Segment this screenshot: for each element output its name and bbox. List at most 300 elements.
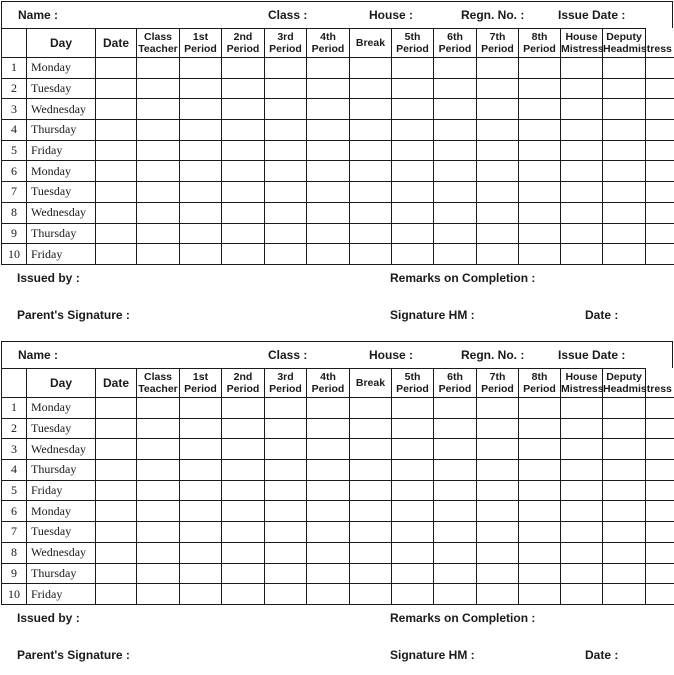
entry-cell[interactable] <box>477 522 519 543</box>
entry-cell[interactable] <box>307 161 350 182</box>
entry-cell[interactable] <box>561 522 603 543</box>
entry-cell[interactable] <box>137 501 180 522</box>
entry-cell[interactable] <box>519 182 561 203</box>
entry-cell[interactable] <box>519 223 561 244</box>
entry-cell[interactable] <box>646 202 674 223</box>
entry-cell[interactable] <box>180 522 222 543</box>
entry-cell[interactable] <box>350 398 392 419</box>
entry-cell[interactable] <box>180 584 222 605</box>
entry-cell[interactable] <box>265 140 307 161</box>
entry-cell[interactable] <box>603 522 646 543</box>
entry-cell[interactable] <box>137 563 180 584</box>
entry-cell[interactable] <box>307 99 350 120</box>
entry-cell[interactable] <box>222 120 265 141</box>
entry-cell[interactable] <box>180 140 222 161</box>
entry-cell[interactable] <box>434 563 477 584</box>
entry-cell[interactable] <box>646 78 674 99</box>
entry-cell[interactable] <box>646 244 674 265</box>
entry-cell[interactable] <box>519 584 561 605</box>
entry-cell[interactable] <box>477 140 519 161</box>
entry-cell[interactable] <box>434 161 477 182</box>
entry-cell[interactable] <box>96 418 137 439</box>
entry-cell[interactable] <box>96 501 137 522</box>
entry-cell[interactable] <box>561 460 603 481</box>
entry-cell[interactable] <box>603 202 646 223</box>
entry-cell[interactable] <box>392 563 434 584</box>
entry-cell[interactable] <box>434 244 477 265</box>
entry-cell[interactable] <box>434 58 477 79</box>
entry-cell[interactable] <box>519 439 561 460</box>
entry-cell[interactable] <box>434 202 477 223</box>
entry-cell[interactable] <box>137 202 180 223</box>
entry-cell[interactable] <box>477 202 519 223</box>
entry-cell[interactable] <box>434 418 477 439</box>
entry-cell[interactable] <box>222 140 265 161</box>
entry-cell[interactable] <box>265 542 307 563</box>
entry-cell[interactable] <box>519 542 561 563</box>
entry-cell[interactable] <box>307 542 350 563</box>
entry-cell[interactable] <box>646 398 674 419</box>
entry-cell[interactable] <box>96 223 137 244</box>
entry-cell[interactable] <box>603 161 646 182</box>
entry-cell[interactable] <box>222 202 265 223</box>
entry-cell[interactable] <box>265 460 307 481</box>
entry-cell[interactable] <box>137 439 180 460</box>
entry-cell[interactable] <box>222 522 265 543</box>
entry-cell[interactable] <box>646 480 674 501</box>
entry-cell[interactable] <box>561 480 603 501</box>
entry-cell[interactable] <box>646 140 674 161</box>
entry-cell[interactable] <box>350 418 392 439</box>
entry-cell[interactable] <box>96 563 137 584</box>
entry-cell[interactable] <box>137 480 180 501</box>
entry-cell[interactable] <box>265 480 307 501</box>
entry-cell[interactable] <box>392 522 434 543</box>
entry-cell[interactable] <box>265 99 307 120</box>
entry-cell[interactable] <box>180 78 222 99</box>
entry-cell[interactable] <box>96 584 137 605</box>
entry-cell[interactable] <box>434 78 477 99</box>
entry-cell[interactable] <box>350 460 392 481</box>
entry-cell[interactable] <box>96 99 137 120</box>
entry-cell[interactable] <box>265 78 307 99</box>
entry-cell[interactable] <box>180 563 222 584</box>
entry-cell[interactable] <box>96 140 137 161</box>
entry-cell[interactable] <box>603 480 646 501</box>
entry-cell[interactable] <box>180 161 222 182</box>
entry-cell[interactable] <box>96 398 137 419</box>
row-number: 6 <box>2 161 27 182</box>
entry-cell[interactable] <box>477 58 519 79</box>
entry-cell[interactable] <box>180 182 222 203</box>
entry-cell[interactable] <box>519 202 561 223</box>
entry-cell[interactable] <box>561 584 603 605</box>
entry-cell[interactable] <box>392 542 434 563</box>
row-day: Wednesday <box>27 542 96 563</box>
entry-cell[interactable] <box>96 58 137 79</box>
entry-cell[interactable] <box>180 418 222 439</box>
entry-cell[interactable] <box>392 460 434 481</box>
entry-cell[interactable] <box>350 223 392 244</box>
entry-cell[interactable] <box>350 244 392 265</box>
table-body <box>2 398 674 605</box>
entry-cell[interactable] <box>222 501 265 522</box>
entry-cell[interactable] <box>96 202 137 223</box>
entry-cell[interactable] <box>603 182 646 203</box>
entry-cell[interactable] <box>477 161 519 182</box>
entry-cell[interactable] <box>561 182 603 203</box>
entry-cell[interactable] <box>307 202 350 223</box>
entry-cell[interactable] <box>434 140 477 161</box>
entry-cell[interactable] <box>222 542 265 563</box>
entry-cell[interactable] <box>265 563 307 584</box>
entry-cell[interactable] <box>392 418 434 439</box>
entry-cell[interactable] <box>646 563 674 584</box>
entry-cell[interactable] <box>603 244 646 265</box>
entry-cell[interactable] <box>350 78 392 99</box>
entry-cell[interactable] <box>350 202 392 223</box>
entry-cell[interactable] <box>350 58 392 79</box>
entry-cell[interactable] <box>222 78 265 99</box>
entry-cell[interactable] <box>561 58 603 79</box>
entry-cell[interactable] <box>561 439 603 460</box>
entry-cell[interactable] <box>137 584 180 605</box>
entry-cell[interactable] <box>603 140 646 161</box>
entry-cell[interactable] <box>392 120 434 141</box>
entry-cell[interactable] <box>265 584 307 605</box>
entry-cell[interactable] <box>434 99 477 120</box>
entry-cell[interactable] <box>603 78 646 99</box>
entry-cell[interactable] <box>137 120 180 141</box>
entry-cell[interactable] <box>477 460 519 481</box>
entry-cell[interactable] <box>350 480 392 501</box>
entry-cell[interactable] <box>603 563 646 584</box>
entry-cell[interactable] <box>392 398 434 419</box>
entry-cell[interactable] <box>561 398 603 419</box>
entry-cell[interactable] <box>477 439 519 460</box>
entry-cell[interactable] <box>265 202 307 223</box>
entry-cell[interactable] <box>222 563 265 584</box>
entry-cell[interactable] <box>350 99 392 120</box>
entry-cell[interactable] <box>603 460 646 481</box>
entry-cell[interactable] <box>137 78 180 99</box>
entry-cell[interactable] <box>519 501 561 522</box>
entry-cell[interactable] <box>307 418 350 439</box>
entry-cell[interactable] <box>307 522 350 543</box>
entry-cell[interactable] <box>137 244 180 265</box>
entry-cell[interactable] <box>137 161 180 182</box>
entry-cell[interactable] <box>180 480 222 501</box>
entry-cell[interactable] <box>137 460 180 481</box>
entry-cell[interactable] <box>519 480 561 501</box>
entry-cell[interactable] <box>265 501 307 522</box>
table-row <box>2 58 674 79</box>
entry-cell[interactable] <box>477 480 519 501</box>
entry-cell[interactable] <box>307 120 350 141</box>
entry-cell[interactable] <box>477 78 519 99</box>
entry-cell[interactable] <box>307 563 350 584</box>
entry-cell[interactable] <box>307 58 350 79</box>
entry-cell[interactable] <box>265 398 307 419</box>
entry-cell[interactable] <box>350 522 392 543</box>
entry-cell[interactable] <box>307 460 350 481</box>
entry-cell[interactable] <box>350 140 392 161</box>
entry-cell[interactable] <box>519 161 561 182</box>
entry-cell[interactable] <box>561 563 603 584</box>
entry-cell[interactable] <box>350 584 392 605</box>
entry-cell[interactable] <box>646 542 674 563</box>
entry-cell[interactable] <box>307 584 350 605</box>
table-row <box>2 78 674 99</box>
entry-cell[interactable] <box>477 584 519 605</box>
entry-cell[interactable] <box>265 182 307 203</box>
entry-cell[interactable] <box>137 140 180 161</box>
entry-cell[interactable] <box>265 439 307 460</box>
entry-cell[interactable] <box>392 140 434 161</box>
entry-cell[interactable] <box>307 182 350 203</box>
entry-cell[interactable] <box>265 522 307 543</box>
col-6th-period-header: 6th Period <box>434 369 477 398</box>
class-label: Class : <box>268 8 307 22</box>
entry-cell[interactable] <box>307 223 350 244</box>
entry-cell[interactable] <box>96 542 137 563</box>
entry-cell[interactable] <box>180 398 222 419</box>
entry-cell[interactable] <box>646 418 674 439</box>
entry-cell[interactable] <box>519 398 561 419</box>
entry-cell[interactable] <box>646 58 674 79</box>
row-number: 9 <box>2 223 27 244</box>
entry-cell[interactable] <box>96 460 137 481</box>
entry-cell[interactable] <box>350 120 392 141</box>
entry-cell[interactable] <box>307 439 350 460</box>
entry-cell[interactable] <box>434 460 477 481</box>
entry-cell[interactable] <box>180 439 222 460</box>
entry-cell[interactable] <box>646 161 674 182</box>
entry-cell[interactable] <box>180 99 222 120</box>
entry-cell[interactable] <box>646 99 674 120</box>
entry-cell[interactable] <box>307 501 350 522</box>
entry-cell[interactable] <box>222 418 265 439</box>
entry-cell[interactable] <box>434 223 477 244</box>
entry-cell[interactable] <box>392 501 434 522</box>
entry-cell[interactable] <box>392 202 434 223</box>
entry-cell[interactable] <box>96 120 137 141</box>
entry-cell[interactable] <box>477 223 519 244</box>
entry-cell[interactable] <box>434 522 477 543</box>
entry-cell[interactable] <box>392 480 434 501</box>
entry-cell[interactable] <box>477 398 519 419</box>
col-class-teacher-header: Class Teacher <box>137 29 180 58</box>
entry-cell[interactable] <box>434 182 477 203</box>
entry-cell[interactable] <box>434 439 477 460</box>
entry-cell[interactable] <box>561 78 603 99</box>
entry-cell[interactable] <box>392 99 434 120</box>
row-number: 7 <box>2 522 27 543</box>
entry-cell[interactable] <box>392 439 434 460</box>
entry-cell[interactable] <box>96 78 137 99</box>
entry-cell[interactable] <box>561 99 603 120</box>
row-number: 8 <box>2 202 27 223</box>
entry-cell[interactable] <box>137 542 180 563</box>
entry-cell[interactable] <box>96 182 137 203</box>
entry-cell[interactable] <box>96 480 137 501</box>
entry-cell[interactable] <box>646 522 674 543</box>
entry-cell[interactable] <box>180 460 222 481</box>
entry-cell[interactable] <box>392 223 434 244</box>
entry-cell[interactable] <box>561 418 603 439</box>
entry-cell[interactable] <box>222 182 265 203</box>
entry-cell[interactable] <box>180 120 222 141</box>
entry-cell[interactable] <box>180 58 222 79</box>
entry-cell[interactable] <box>265 120 307 141</box>
entry-cell[interactable] <box>434 542 477 563</box>
col-1st-period-header: 1st Period <box>180 369 222 398</box>
entry-cell[interactable] <box>137 58 180 79</box>
entry-cell[interactable] <box>137 182 180 203</box>
entry-cell[interactable] <box>434 480 477 501</box>
entry-cell[interactable] <box>307 480 350 501</box>
entry-cell[interactable] <box>222 584 265 605</box>
entry-cell[interactable] <box>646 182 674 203</box>
col-5th-period-header: 5th Period <box>392 369 434 398</box>
entry-cell[interactable] <box>561 244 603 265</box>
entry-cell[interactable] <box>350 161 392 182</box>
entry-cell[interactable] <box>519 244 561 265</box>
col-4th-period-header: 4th Period <box>307 369 350 398</box>
entry-cell[interactable] <box>519 563 561 584</box>
entry-cell[interactable] <box>137 522 180 543</box>
entry-cell[interactable] <box>603 223 646 244</box>
entry-cell[interactable] <box>180 501 222 522</box>
entry-cell[interactable] <box>561 120 603 141</box>
entry-cell[interactable] <box>519 78 561 99</box>
entry-cell[interactable] <box>392 161 434 182</box>
entry-cell[interactable] <box>603 99 646 120</box>
entry-cell[interactable] <box>265 161 307 182</box>
entry-cell[interactable] <box>96 439 137 460</box>
entry-cell[interactable] <box>137 398 180 419</box>
entry-cell[interactable] <box>477 501 519 522</box>
entry-cell[interactable] <box>222 439 265 460</box>
col-deputy-headmistress-header: Deputy Headmistress <box>603 29 646 58</box>
entry-cell[interactable] <box>603 584 646 605</box>
entry-cell[interactable] <box>603 501 646 522</box>
entry-cell[interactable] <box>350 501 392 522</box>
entry-cell[interactable] <box>222 480 265 501</box>
entry-cell[interactable] <box>646 120 674 141</box>
entry-cell[interactable] <box>434 501 477 522</box>
entry-cell[interactable] <box>222 398 265 419</box>
entry-cell[interactable] <box>603 120 646 141</box>
entry-cell[interactable] <box>561 501 603 522</box>
entry-cell[interactable] <box>561 161 603 182</box>
entry-cell[interactable] <box>265 58 307 79</box>
remarks-label: Remarks on Completion : <box>390 271 535 285</box>
row-number: 4 <box>2 120 27 141</box>
entry-cell[interactable] <box>96 244 137 265</box>
entry-cell[interactable] <box>646 439 674 460</box>
entry-cell[interactable] <box>222 58 265 79</box>
entry-cell[interactable] <box>350 563 392 584</box>
entry-cell[interactable] <box>477 182 519 203</box>
col-class-teacher-header: Class Teacher <box>137 369 180 398</box>
entry-cell[interactable] <box>519 58 561 79</box>
entry-cell[interactable] <box>265 244 307 265</box>
entry-cell[interactable] <box>137 418 180 439</box>
entry-cell[interactable] <box>603 439 646 460</box>
entry-cell[interactable] <box>137 223 180 244</box>
entry-cell[interactable] <box>137 99 180 120</box>
entry-cell[interactable] <box>350 182 392 203</box>
entry-cell[interactable] <box>646 584 674 605</box>
entry-cell[interactable] <box>392 182 434 203</box>
entry-cell[interactable] <box>392 244 434 265</box>
entry-cell[interactable] <box>434 120 477 141</box>
entry-cell[interactable] <box>477 99 519 120</box>
entry-cell[interactable] <box>180 542 222 563</box>
entry-cell[interactable] <box>477 563 519 584</box>
entry-cell[interactable] <box>603 418 646 439</box>
entry-cell[interactable] <box>180 202 222 223</box>
entry-cell[interactable] <box>477 542 519 563</box>
entry-cell[interactable] <box>519 418 561 439</box>
entry-cell[interactable] <box>96 161 137 182</box>
entry-cell[interactable] <box>561 140 603 161</box>
entry-cell[interactable] <box>307 244 350 265</box>
entry-cell[interactable] <box>350 542 392 563</box>
entry-cell[interactable] <box>646 460 674 481</box>
entry-cell[interactable] <box>519 522 561 543</box>
entry-cell[interactable] <box>180 244 222 265</box>
entry-cell[interactable] <box>561 202 603 223</box>
entry-cell[interactable] <box>180 223 222 244</box>
row-day: Friday <box>27 140 96 161</box>
entry-cell[interactable] <box>603 398 646 419</box>
entry-cell[interactable] <box>96 522 137 543</box>
entry-cell[interactable] <box>222 223 265 244</box>
entry-cell[interactable] <box>307 78 350 99</box>
entry-cell[interactable] <box>603 542 646 563</box>
entry-cell[interactable] <box>434 584 477 605</box>
entry-cell[interactable] <box>350 439 392 460</box>
entry-cell[interactable] <box>519 140 561 161</box>
entry-cell[interactable] <box>561 542 603 563</box>
entry-cell[interactable] <box>603 58 646 79</box>
entry-cell[interactable] <box>477 120 519 141</box>
entry-cell[interactable] <box>392 78 434 99</box>
entry-cell[interactable] <box>265 223 307 244</box>
entry-cell[interactable] <box>307 140 350 161</box>
entry-cell[interactable] <box>222 99 265 120</box>
entry-cell[interactable] <box>222 161 265 182</box>
entry-cell[interactable] <box>434 398 477 419</box>
entry-cell[interactable] <box>307 398 350 419</box>
entry-cell[interactable] <box>561 223 603 244</box>
entry-cell[interactable] <box>646 223 674 244</box>
entry-cell[interactable] <box>519 99 561 120</box>
entry-cell[interactable] <box>519 460 561 481</box>
entry-cell[interactable] <box>265 418 307 439</box>
col-7th-period-header: 7th Period <box>477 369 519 398</box>
entry-cell[interactable] <box>222 244 265 265</box>
entry-cell[interactable] <box>477 418 519 439</box>
entry-cell[interactable] <box>477 244 519 265</box>
entry-cell[interactable] <box>519 120 561 141</box>
entry-cell[interactable] <box>392 584 434 605</box>
entry-cell[interactable] <box>392 58 434 79</box>
entry-cell[interactable] <box>222 460 265 481</box>
entry-cell[interactable] <box>646 501 674 522</box>
